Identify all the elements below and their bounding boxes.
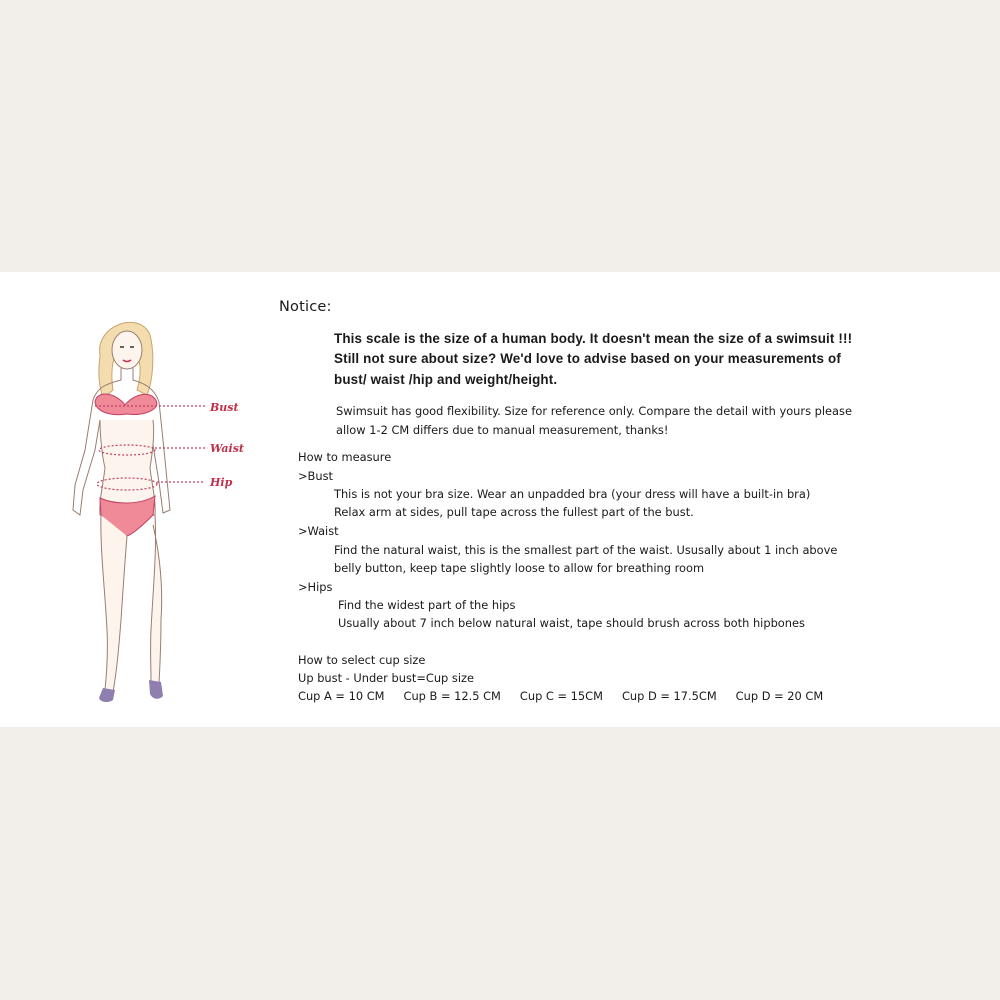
hip-label: Hip — [210, 476, 233, 489]
cup-size-formula: Up bust - Under bust=Cup size — [298, 671, 474, 685]
bust-line-2: Relax arm at sides, pull tape across the fullest part of the bust. — [334, 505, 694, 519]
waist-line-2: belly button, keep tape slightly loose to allow for breathing room — [334, 561, 705, 575]
cup-size-item: Cup D = 20 CM — [735, 689, 824, 703]
waist-label: Waist — [210, 442, 244, 455]
flexibility-line-2: allow 1-2 CM differs due to manual measurement, thanks! — [336, 423, 669, 437]
flexibility-line-1: Swimsuit has good flexibility. Size for reference only. Compare the detail with yours please — [336, 404, 852, 418]
hips-heading: >Hips — [298, 580, 333, 594]
cup-size-title: How to select cup size — [298, 653, 426, 667]
notice-bold-line-3: bust/ waist /hip and weight/height. — [334, 372, 558, 387]
hips-line-1: Find the widest part of the hips — [338, 598, 516, 612]
notice-bold-line-1: This scale is the size of a human body. It doesn't mean the size of a swimsuit !!! — [334, 331, 853, 346]
cup-size-item: Cup B = 12.5 CM — [403, 689, 501, 703]
notice-bold-line-2: Still not sure about size? We'd love to advise based on your measurements of — [334, 351, 841, 366]
how-to-measure-title: How to measure — [298, 450, 392, 464]
hips-line-2: Usually about 7 inch below natural waist, tape should brush across both hipbones — [338, 616, 805, 630]
size-guide-text — [0, 272, 1000, 727]
bust-label: Bust — [210, 401, 239, 414]
waist-heading: >Waist — [298, 524, 339, 538]
waist-line-1: Find the natural waist, this is the smallest part of the waist. Ususally about 1 inch above — [334, 543, 838, 557]
size-guide-card — [0, 272, 1000, 727]
cup-size-list — [298, 689, 842, 703]
cup-size-item: Cup A = 10 CM — [298, 689, 385, 703]
cup-size-item: Cup C = 15CM — [519, 689, 603, 703]
cup-size-item: Cup D = 17.5CM — [621, 689, 717, 703]
notice-title: Notice: — [279, 299, 332, 315]
bust-line-1: This is not your bra size. Wear an unpadded bra (your dress will have a built-in bra) — [334, 487, 811, 501]
bust-heading: >Bust — [298, 469, 333, 483]
